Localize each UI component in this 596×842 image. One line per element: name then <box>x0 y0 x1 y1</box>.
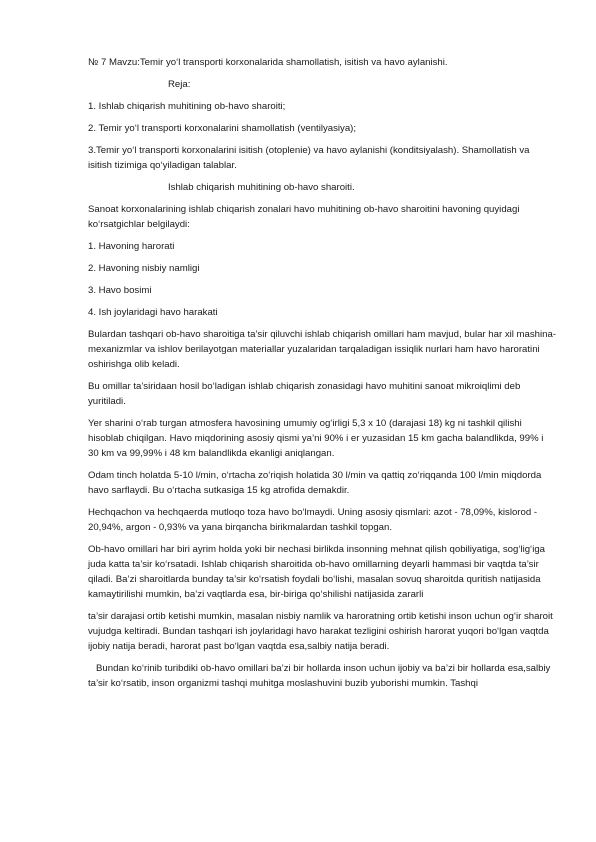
paragraph-6: Ob-havo omillari har biri ayrim holda yoki bir nechasi birlikda insonning mehnat qilish qobiliyatiga, sog‘lig‘iga juda katta ta’sir ko‘rsatadi. Ishlab chiqarish sharoitida ob-havo omillarning deyarli hammasi bir vaqtda ta’sir qiladi. Ba’zi sharoitlarda bunday ta’sir ko‘rsatish foydali bo‘lishi, masalan sovuq sharoitda quritish natijasida kamaytirilishi mumkin, ba’zi vaqtlarda esa, bir-biriga qo‘shilishi natijasida zararli <box>88 544 545 600</box>
intro-paragraph: Sanoat korxonalarining ishlab chiqarish zonalari havo muhitining ob-havo sharoitini havoning quyidagi ko‘rsatgichlar belgilaydi: <box>88 204 520 230</box>
paragraph-8: Bundan ko‘rinib turibdiki ob-havo omillari ba’zi bir hollarda inson uchun ijobiy va ba’zi bir hollarda esa,salbiy ta’sir ko‘rsatib, inson organizmi tashqi muhitga moslashuvini buzib yuborishi mumkin. Tashqi <box>88 663 551 689</box>
factor-item-1: 1. Havoning harorati <box>88 241 175 252</box>
plan-item-3: 3.Temir yo‘l transporti korxonalarini isitish (otoplenie) va havo aylanishi (konditsiyalash). Shamollatish va isitish tizimiga qo‘yiladigan talablar. <box>88 145 530 171</box>
paragraph-2: Bu omillar ta’siridaan hosil bo‘ladigan ishlab chiqarish zonasidagi havo muhitini sanoat mikroiqlimi deb yuritiladi. <box>88 381 521 407</box>
section-heading: Ishlab chiqarish muhitining ob-havo sharoiti. <box>168 182 355 193</box>
paragraph-4: Odam tinch holatda 5-10 l/min, o‘rtacha zo‘riqish holatida 30 l/min va qattiq zo‘riqqanda 100 l/min miqdorda havo sarflaydi. Bu o‘rtacha sutkasiga 15 kg atrofida demakdir. <box>88 470 542 496</box>
factor-item-3: 3. Havo bosimi <box>88 285 152 296</box>
plan-item-2: 2. Temir yo‘l transporti korxonalarini shamollatish (ventilyasiya); <box>88 123 357 134</box>
paragraph-7: ta’sir darajasi ortib ketishi mumkin, masalan nisbiy namlik va haroratning ortib ketishi inson uchun og‘ir sharoit vujudga keltiradi. Bundan tashqari ish joylaridagi havo harakat tezligini oshirish harorat yuqori bo‘lgan vaqtda ijobiy natija beradi, harorat past bo‘lgan vaqtda esa,salbiy natija beradi. <box>88 611 553 652</box>
paragraph-5: Hechqachon va hechqaerda mutloqo toza havo bo‘lmaydi. Uning asosiy qismlari: azot - 78,09%, kislorod - 20,94%, argon - 0,93% va yana birqancha birikmalardan tashkil topgan. <box>88 507 538 533</box>
paragraph-1: Bulardan tashqari ob-havo sharoitiga ta’sir qiluvchi ishlab chiqarish omillari ham mavjud, bular har xil mashina-mexanizmlar va ishlov berilayotgan materiallar yuzalaridan tarqaladigan issiqlik nurlari ham havo haroratini oshirishga olib keladi. <box>88 329 557 370</box>
document-body <box>88 55 556 698</box>
plan-label: Reja: <box>168 79 191 90</box>
factor-item-2: 2. Havoning nisbiy namligi <box>88 263 200 274</box>
plan-item-1: 1. Ishlab chiqarish muhitining ob-havo sharoiti; <box>88 101 286 112</box>
paragraph-3: Yer sharini o‘rab turgan atmosfera havosining umumiy og‘irligi 5,3 x 10 (darajasi 18) kg ni tashkil qilishi hisoblab chiqilgan. Havo miqdorining asosiy qismi ya’ni 90% i er yuzasidan 15 km gacha balandlikda, 99% i 30 km va 99,99% i 48 km balandlikda ekanligi aniqlangan. <box>88 418 544 459</box>
document-title: № 7 Mavzu:Temir yo‘l transporti korxonalarida shamollatish, isitish va havo aylanishi. <box>88 57 448 68</box>
factor-item-4: 4. Ish joylaridagi havo harakati <box>88 307 218 318</box>
